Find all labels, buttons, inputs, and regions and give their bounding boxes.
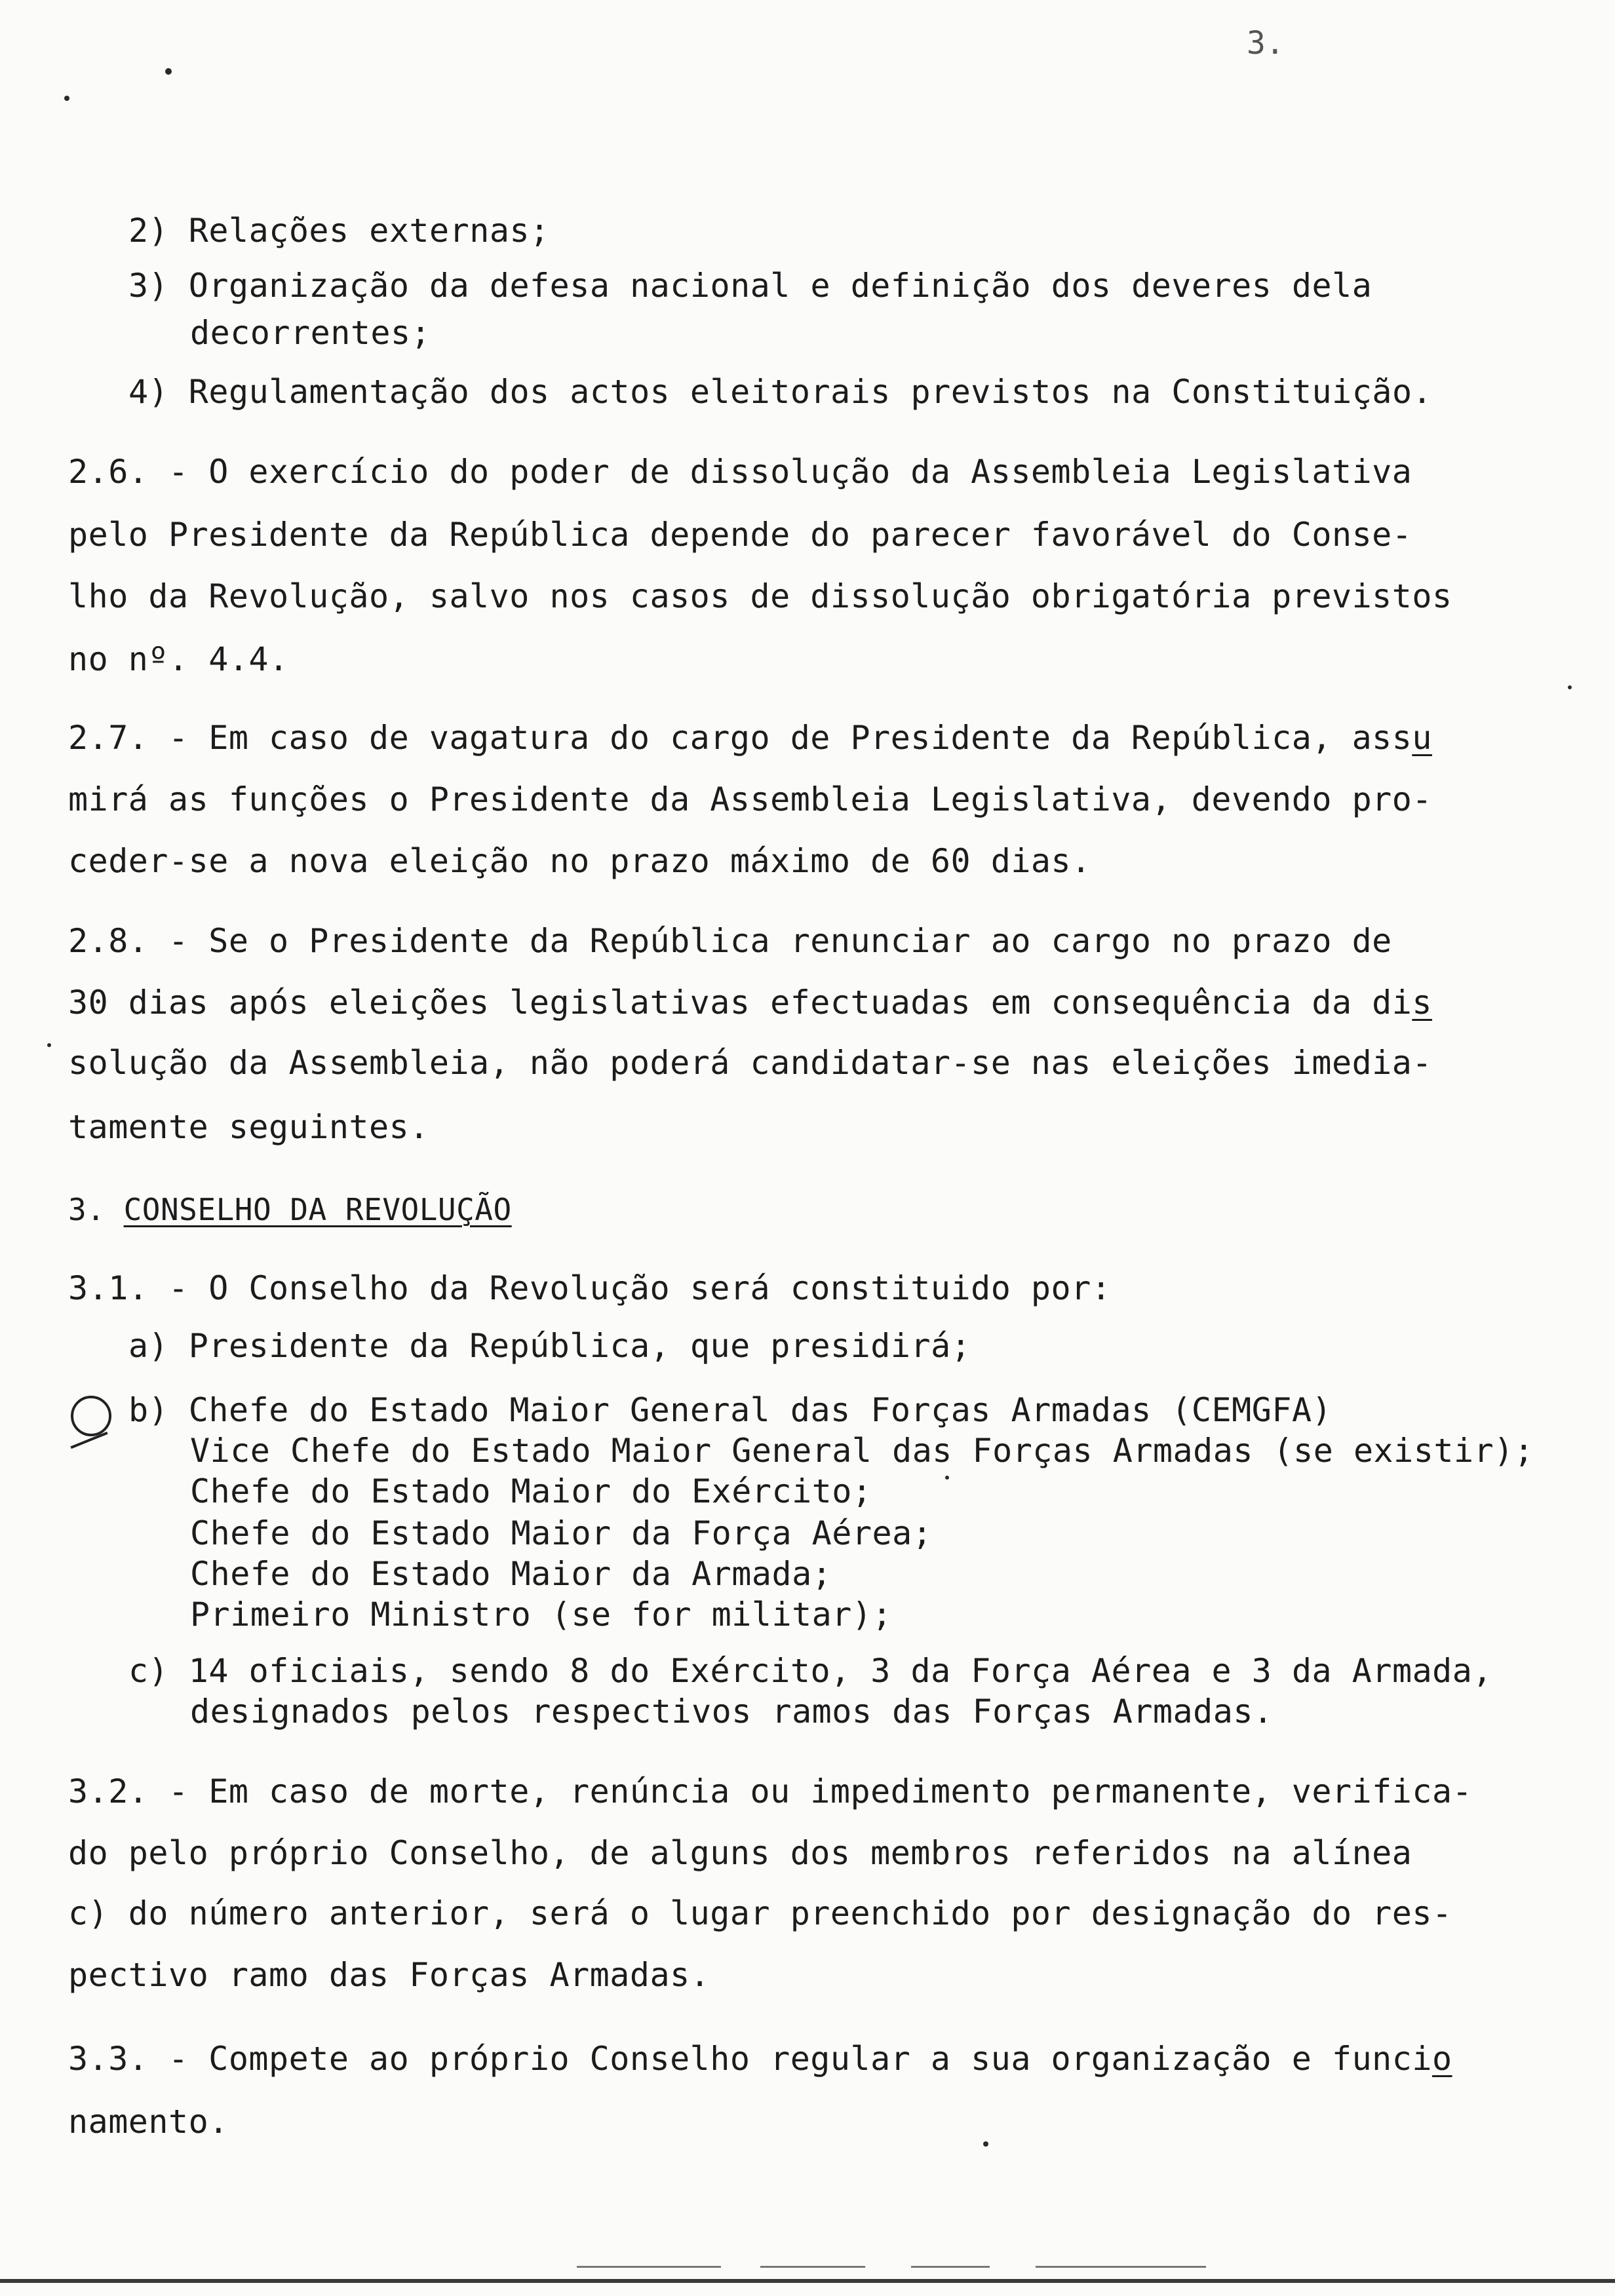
section-number: 3. — [68, 1192, 124, 1227]
scan-speck — [165, 68, 172, 75]
paragraph-3-3-line: namento. — [68, 2103, 229, 2141]
list-item-3: 3) Organização da defesa nacional e definição dos deveres dela — [128, 267, 1372, 305]
scan-artifact-dash — [760, 2266, 865, 2268]
paragraph-2-7-hyphen-underline: u — [1412, 719, 1432, 757]
list-item-c: c) 14 oficiais, sendo 8 do Exército, 3 da Força Aérea e 3 da Armada, — [128, 1652, 1492, 1690]
list-item-3-cont: decorrentes; — [190, 314, 431, 352]
list-item-a: a) Presidente da República, que presidirá; — [128, 1327, 971, 1365]
paragraph-2-6-line: no nº. 4.4. — [68, 640, 289, 678]
paragraph-3-2-line: do pelo próprio Conselho, de alguns dos membros referidos na alínea — [68, 1834, 1412, 1872]
scan-speck — [64, 96, 69, 101]
paragraph-2-8-line: solução da Assembleia, não poderá candidatar-se nas eleições imedia- — [68, 1044, 1432, 1082]
list-item-b-member: Chefe do Estado Maior da Armada; — [190, 1555, 832, 1593]
paragraph-3-3-text: 3.3. - Compete ao próprio Conselho regular a sua organização e funci — [68, 2040, 1432, 2078]
paragraph-2-7-text: 2.7. - Em caso de vagatura do cargo de Presidente da República, ass — [68, 719, 1412, 757]
section-3-heading — [68, 1190, 512, 1229]
list-item-b-member: Primeiro Ministro (se for militar); — [190, 1596, 893, 1634]
scan-speck — [47, 1043, 51, 1047]
page-number: 3. — [1247, 25, 1285, 62]
section-title: CONSELHO DA REVOLUÇÃO — [123, 1192, 512, 1227]
paragraph-2-6-line: pelo Presidente da República depende do parecer favorável do Conse- — [68, 516, 1412, 554]
scan-artifact-dash — [577, 2266, 721, 2268]
paragraph-2-8-line: 2.8. - Se o Presidente da República renunciar ao cargo no prazo de — [68, 922, 1392, 960]
paragraph-2-8-line — [68, 983, 1432, 1022]
paragraph-3-3-hyphen-underline: o — [1431, 2040, 1452, 2078]
paragraph-2-7-line — [68, 718, 1432, 757]
scan-speck — [1568, 685, 1572, 689]
paragraph-2-7-line: ceder-se a nova eleição no prazo máximo de 60 dias. — [68, 842, 1091, 880]
paragraph-3-3-line — [68, 2039, 1452, 2078]
list-item-b-member: Chefe do Estado Maior do Exército; — [190, 1472, 872, 1510]
scan-artifact-dash — [1036, 2266, 1206, 2268]
paragraph-2-6-line: 2.6. - O exercício do poder de dissolução da Assembleia Legislativa — [68, 453, 1412, 491]
bottom-edge-rule — [0, 2279, 1615, 2283]
list-item-4: 4) Regulamentação dos actos eleitorais previstos na Constituição. — [128, 373, 1433, 411]
list-item-b-member: Chefe do Estado Maior da Força Aérea; — [190, 1514, 933, 1552]
paragraph-3-2-line: c) do número anterior, será o lugar preenchido por designação do res- — [68, 1894, 1452, 1932]
paragraph-2-8-hyphen-underline: s — [1412, 984, 1432, 1022]
scan-speck — [945, 1476, 949, 1480]
paragraph-2-8-line: tamente seguintes. — [68, 1108, 429, 1146]
paragraph-2-7-line: mirá as funções o Presidente da Assembleia Legislativa, devendo pro- — [68, 780, 1432, 818]
paragraph-2-6-line: lho da Revolução, salvo nos casos de dissolução obrigatória previstos — [68, 577, 1452, 615]
paragraph-2-8-text: 30 dias após eleições legislativas efectuadas em consequência da di — [68, 984, 1412, 1022]
paragraph-3-2-line: 3.2. - Em caso de morte, renúncia ou impedimento permanente, verifica- — [68, 1772, 1473, 1810]
scan-artifact-dash — [911, 2266, 990, 2268]
list-item-b-member: Vice Chefe do Estado Maior General das Forças Armadas (se existir); — [190, 1432, 1534, 1470]
paragraph-3-2-line: pectivo ramo das Forças Armadas. — [68, 1956, 710, 1994]
margin-mark-icon — [71, 1396, 111, 1436]
list-item-2: 2) Relações externas; — [128, 212, 550, 250]
list-item-b: b) Chefe do Estado Maior General das Forças Armadas (CEMGFA) — [128, 1391, 1333, 1429]
paragraph-3-1-intro: 3.1. - O Conselho da Revolução será constituido por: — [68, 1269, 1112, 1307]
list-item-c-cont: designados pelos respectivos ramos das Forças Armadas. — [190, 1693, 1274, 1731]
scan-speck — [983, 2141, 988, 2147]
